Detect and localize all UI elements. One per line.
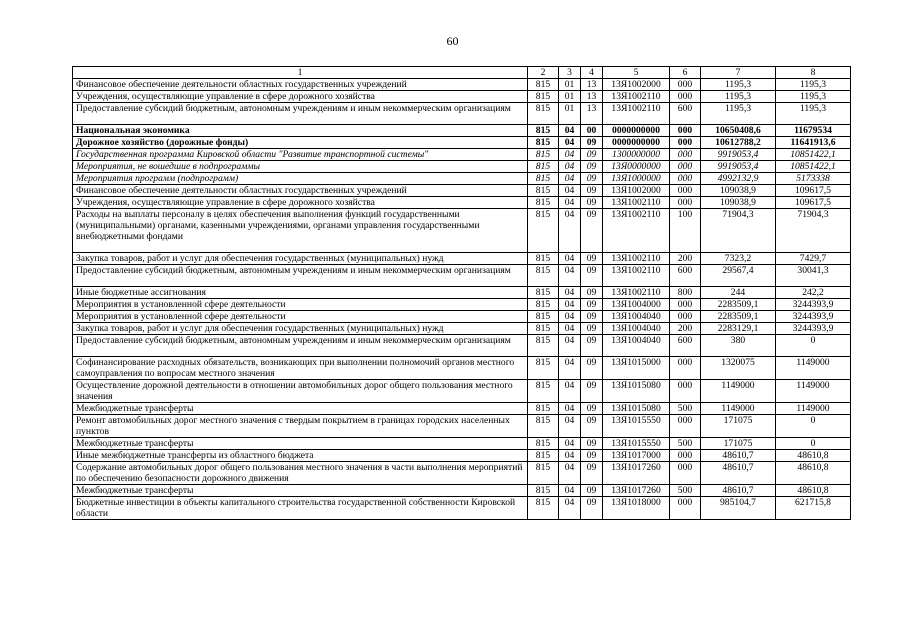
amount-year-2-cell: 242,2 xyxy=(776,287,851,299)
grbs-code-cell: 815 xyxy=(528,450,559,462)
page-number: 60 xyxy=(446,34,459,48)
subsection-code-cell: 09 xyxy=(581,149,603,161)
expense-type-code-cell: 000 xyxy=(670,462,701,485)
table-row xyxy=(73,185,851,197)
amount-year-2-cell: 11641913,6 xyxy=(776,137,851,149)
expense-type-code-cell: 000 xyxy=(670,299,701,311)
amount-year-2-cell: 1149000 xyxy=(776,357,851,380)
target-article-code-cell: 13Я1015000 xyxy=(603,357,670,380)
amount-year-2-cell: 109617,5 xyxy=(776,185,851,197)
amount-year-1-cell: 48610,7 xyxy=(701,462,776,485)
amount-year-1-cell: 2283129,1 xyxy=(701,323,776,335)
expense-name-cell: Ремонт автомобильных дорог местного значения с твердым покрытием в границах городских населенных пунктов xyxy=(73,415,528,438)
target-article-code-cell: 13Я1002110 xyxy=(603,209,670,253)
section-code-cell: 04 xyxy=(559,357,581,380)
expense-name-cell: Учреждения, осуществляющие управление в сфере дорожного хозяйства xyxy=(73,197,528,209)
target-article-code-cell: 13Я1015080 xyxy=(603,380,670,403)
column-header: 1 xyxy=(73,67,528,79)
amount-year-1-cell: 2283509,1 xyxy=(701,311,776,323)
expense-name-cell: Межбюджетные трансферты xyxy=(73,438,528,450)
expense-name-cell: Иные межбюджетные трансферты из областного бюджета xyxy=(73,450,528,462)
grbs-code-cell: 815 xyxy=(528,173,559,185)
table-row xyxy=(73,287,851,299)
amount-year-2-cell: 3244393,9 xyxy=(776,299,851,311)
expense-name-cell: Осуществление дорожной деятельности в отношении автомобильных дорог общего пользования местного значения xyxy=(73,380,528,403)
subsection-code-cell: 09 xyxy=(581,197,603,209)
subsection-code-cell: 09 xyxy=(581,185,603,197)
target-article-code-cell: 13Я1015550 xyxy=(603,415,670,438)
target-article-code-cell: 13Я1002110 xyxy=(603,265,670,287)
section-code-cell: 04 xyxy=(559,173,581,185)
expense-type-code-cell: 000 xyxy=(670,380,701,403)
target-article-code-cell: 13Я1002110 xyxy=(603,287,670,299)
table-row xyxy=(73,125,851,137)
amount-year-1-cell: 109038,9 xyxy=(701,185,776,197)
table-row xyxy=(73,462,851,485)
table-row xyxy=(73,485,851,497)
target-article-code-cell: 13Я1004040 xyxy=(603,335,670,357)
expense-name-cell: Иные бюджетные ассигнования xyxy=(73,287,528,299)
amount-year-1-cell: 1195,3 xyxy=(701,91,776,103)
grbs-code-cell: 815 xyxy=(528,197,559,209)
expense-name-cell: Межбюджетные трансферты xyxy=(73,485,528,497)
table-row xyxy=(73,403,851,415)
amount-year-2-cell: 0 xyxy=(776,415,851,438)
subsection-code-cell: 09 xyxy=(581,415,603,438)
section-code-cell: 04 xyxy=(559,323,581,335)
grbs-code-cell: 815 xyxy=(528,438,559,450)
section-code-cell: 04 xyxy=(559,137,581,149)
section-code-cell: 04 xyxy=(559,438,581,450)
section-code-cell: 04 xyxy=(559,403,581,415)
expense-name-cell: Предоставление субсидий бюджетным, автономным учреждениям и иным некоммерческим организациям xyxy=(73,103,528,125)
table-header xyxy=(73,67,851,79)
target-article-code-cell: 13Я1018000 xyxy=(603,497,670,520)
expense-type-code-cell: 000 xyxy=(670,91,701,103)
subsection-code-cell: 09 xyxy=(581,485,603,497)
amount-year-2-cell: 10851422,1 xyxy=(776,161,851,173)
grbs-code-cell: 815 xyxy=(528,79,559,91)
expense-type-code-cell: 100 xyxy=(670,209,701,253)
table-row xyxy=(73,197,851,209)
amount-year-2-cell: 1195,3 xyxy=(776,103,851,125)
expense-type-code-cell: 000 xyxy=(670,185,701,197)
subsection-code-cell: 09 xyxy=(581,335,603,357)
table-body xyxy=(73,79,851,520)
table-row xyxy=(73,265,851,287)
section-code-cell: 04 xyxy=(559,125,581,137)
amount-year-2-cell: 30041,3 xyxy=(776,265,851,287)
target-article-code-cell: 13Я1002000 xyxy=(603,79,670,91)
table-row xyxy=(73,380,851,403)
expense-type-code-cell: 600 xyxy=(670,335,701,357)
expense-name-cell: Предоставление субсидий бюджетным, автономным учреждениям и иным некоммерческим организациям xyxy=(73,335,528,357)
expense-name-cell: Закупка товаров, работ и услуг для обеспечения государственных (муниципальных) нужд xyxy=(73,253,528,265)
section-code-cell: 04 xyxy=(559,299,581,311)
table-row xyxy=(73,450,851,462)
grbs-code-cell: 815 xyxy=(528,497,559,520)
section-code-cell: 04 xyxy=(559,335,581,357)
table-row xyxy=(73,335,851,357)
amount-year-2-cell: 71904,3 xyxy=(776,209,851,253)
amount-year-1-cell: 244 xyxy=(701,287,776,299)
amount-year-1-cell: 4992132,9 xyxy=(701,173,776,185)
expense-name-cell: Содержание автомобильных дорог общего пользования местного значения в части выполнения мероприятий по обеспечению безопасности дорожного движения xyxy=(73,462,528,485)
target-article-code-cell: 13Я1002110 xyxy=(603,253,670,265)
subsection-code-cell: 09 xyxy=(581,438,603,450)
table-row xyxy=(73,209,851,253)
section-code-cell: 04 xyxy=(559,265,581,287)
amount-year-1-cell: 29567,4 xyxy=(701,265,776,287)
grbs-code-cell: 815 xyxy=(528,380,559,403)
amount-year-1-cell: 171075 xyxy=(701,415,776,438)
grbs-code-cell: 815 xyxy=(528,149,559,161)
table-row xyxy=(73,415,851,438)
target-article-code-cell: 13Я1002000 xyxy=(603,185,670,197)
expense-name-cell: Мероприятия, не вошедшие в подпрограммы xyxy=(73,161,528,173)
amount-year-1-cell: 48610,7 xyxy=(701,485,776,497)
target-article-code-cell: 13Я1004000 xyxy=(603,299,670,311)
target-article-code-cell: 13Я1000000 xyxy=(603,173,670,185)
expense-name-cell: Мероприятия программ (подпрограмм) xyxy=(73,173,528,185)
table-row xyxy=(73,79,851,91)
section-code-cell: 04 xyxy=(559,161,581,173)
section-code-cell: 04 xyxy=(559,311,581,323)
amount-year-2-cell: 1195,3 xyxy=(776,79,851,91)
target-article-code-cell: 1300000000 xyxy=(603,149,670,161)
grbs-code-cell: 815 xyxy=(528,209,559,253)
column-header: 2 xyxy=(528,67,559,79)
amount-year-2-cell: 7429,7 xyxy=(776,253,851,265)
grbs-code-cell: 815 xyxy=(528,137,559,149)
expense-type-code-cell: 600 xyxy=(670,103,701,125)
grbs-code-cell: 815 xyxy=(528,357,559,380)
table-row xyxy=(73,161,851,173)
amount-year-1-cell: 1195,3 xyxy=(701,79,776,91)
target-article-code-cell: 13Я1015080 xyxy=(603,403,670,415)
grbs-code-cell: 815 xyxy=(528,485,559,497)
subsection-code-cell: 09 xyxy=(581,209,603,253)
expense-type-code-cell: 000 xyxy=(670,149,701,161)
section-code-cell: 04 xyxy=(559,485,581,497)
grbs-code-cell: 815 xyxy=(528,161,559,173)
grbs-code-cell: 815 xyxy=(528,415,559,438)
target-article-code-cell: 13Я1017000 xyxy=(603,450,670,462)
table-row xyxy=(73,149,851,161)
expense-name-cell: Дорожное хозяйство (дорожные фонды) xyxy=(73,137,528,149)
section-code-cell: 04 xyxy=(559,197,581,209)
target-article-code-cell: 13Я1004040 xyxy=(603,311,670,323)
expense-type-code-cell: 000 xyxy=(670,161,701,173)
table-row xyxy=(73,438,851,450)
subsection-code-cell: 09 xyxy=(581,357,603,380)
subsection-code-cell: 09 xyxy=(581,323,603,335)
section-code-cell: 04 xyxy=(559,149,581,161)
table-row xyxy=(73,311,851,323)
expense-name-cell: Предоставление субсидий бюджетным, автономным учреждениям и иным некоммерческим организациям xyxy=(73,265,528,287)
section-code-cell: 04 xyxy=(559,450,581,462)
amount-year-2-cell: 1195,3 xyxy=(776,91,851,103)
section-code-cell: 01 xyxy=(559,91,581,103)
target-article-code-cell: 13Я1017260 xyxy=(603,462,670,485)
subsection-code-cell: 09 xyxy=(581,161,603,173)
amount-year-2-cell: 0 xyxy=(776,335,851,357)
grbs-code-cell: 815 xyxy=(528,185,559,197)
grbs-code-cell: 815 xyxy=(528,335,559,357)
expense-type-code-cell: 000 xyxy=(670,173,701,185)
amount-year-1-cell: 1195,3 xyxy=(701,103,776,125)
grbs-code-cell: 815 xyxy=(528,299,559,311)
amount-year-1-cell: 71904,3 xyxy=(701,209,776,253)
expense-name-cell: Учреждения, осуществляющие управление в сфере дорожного хозяйства xyxy=(73,91,528,103)
table-row xyxy=(73,103,851,125)
amount-year-1-cell: 7323,2 xyxy=(701,253,776,265)
amount-year-1-cell: 2283509,1 xyxy=(701,299,776,311)
grbs-code-cell: 815 xyxy=(528,125,559,137)
expense-type-code-cell: 000 xyxy=(670,79,701,91)
grbs-code-cell: 815 xyxy=(528,462,559,485)
expense-name-cell: Финансовое обеспечение деятельности областных государственных учреждений xyxy=(73,79,528,91)
target-article-code-cell: 13Я1002110 xyxy=(603,103,670,125)
amount-year-2-cell: 109617,5 xyxy=(776,197,851,209)
table-row xyxy=(73,357,851,380)
expense-name-cell: Закупка товаров, работ и услуг для обеспечения государственных (муниципальных) нужд xyxy=(73,323,528,335)
amount-year-2-cell: 11679534 xyxy=(776,125,851,137)
subsection-code-cell: 09 xyxy=(581,299,603,311)
subsection-code-cell: 09 xyxy=(581,311,603,323)
subsection-code-cell: 09 xyxy=(581,253,603,265)
expense-type-code-cell: 000 xyxy=(670,415,701,438)
grbs-code-cell: 815 xyxy=(528,323,559,335)
amount-year-1-cell: 48610,7 xyxy=(701,450,776,462)
amount-year-1-cell: 9919053,4 xyxy=(701,161,776,173)
expense-type-code-cell: 000 xyxy=(670,125,701,137)
section-code-cell: 04 xyxy=(559,287,581,299)
amount-year-1-cell: 109038,9 xyxy=(701,197,776,209)
column-header: 6 xyxy=(670,67,701,79)
expense-type-code-cell: 000 xyxy=(670,137,701,149)
table-row xyxy=(73,173,851,185)
expense-type-code-cell: 800 xyxy=(670,287,701,299)
target-article-code-cell: 13Я1002110 xyxy=(603,91,670,103)
amount-year-2-cell: 10851422,1 xyxy=(776,149,851,161)
budget-table xyxy=(72,66,851,520)
expense-name-cell: Софинансирование расходных обязательств, возникающих при выполнении полномочий органов местного самоуправления по вопросам местного значения xyxy=(73,357,528,380)
amount-year-2-cell: 48610,8 xyxy=(776,485,851,497)
expense-type-code-cell: 500 xyxy=(670,403,701,415)
table-row xyxy=(73,299,851,311)
target-article-code-cell: 13Я1015550 xyxy=(603,438,670,450)
expense-name-cell: Финансовое обеспечение деятельности областных государственных учреждений xyxy=(73,185,528,197)
grbs-code-cell: 815 xyxy=(528,103,559,125)
subsection-code-cell: 13 xyxy=(581,91,603,103)
amount-year-2-cell: 5173338 xyxy=(776,173,851,185)
amount-year-1-cell: 1149000 xyxy=(701,403,776,415)
section-code-cell: 04 xyxy=(559,462,581,485)
expense-name-cell: Межбюджетные трансферты xyxy=(73,403,528,415)
expense-name-cell: Бюджетные инвестиции в объекты капитального строительства государственной собственности Кировской области xyxy=(73,497,528,520)
expense-type-code-cell: 000 xyxy=(670,497,701,520)
amount-year-2-cell: 1149000 xyxy=(776,380,851,403)
expense-type-code-cell: 000 xyxy=(670,357,701,380)
expense-type-code-cell: 000 xyxy=(670,450,701,462)
subsection-code-cell: 00 xyxy=(581,125,603,137)
amount-year-1-cell: 10650408,6 xyxy=(701,125,776,137)
grbs-code-cell: 815 xyxy=(528,403,559,415)
section-code-cell: 04 xyxy=(559,253,581,265)
table-row xyxy=(73,253,851,265)
amount-year-2-cell: 48610,8 xyxy=(776,462,851,485)
subsection-code-cell: 09 xyxy=(581,380,603,403)
section-code-cell: 01 xyxy=(559,103,581,125)
amount-year-2-cell: 48610,8 xyxy=(776,450,851,462)
column-header: 4 xyxy=(581,67,603,79)
subsection-code-cell: 09 xyxy=(581,265,603,287)
section-code-cell: 04 xyxy=(559,380,581,403)
target-article-code-cell: 13Я1017260 xyxy=(603,485,670,497)
grbs-code-cell: 815 xyxy=(528,311,559,323)
expense-type-code-cell: 200 xyxy=(670,323,701,335)
grbs-code-cell: 815 xyxy=(528,287,559,299)
target-article-code-cell: 13Я1002110 xyxy=(603,197,670,209)
expense-type-code-cell: 600 xyxy=(670,265,701,287)
amount-year-1-cell: 10612788,2 xyxy=(701,137,776,149)
amount-year-2-cell: 3244393,9 xyxy=(776,311,851,323)
amount-year-2-cell: 621715,8 xyxy=(776,497,851,520)
expense-type-code-cell: 500 xyxy=(670,438,701,450)
table-row xyxy=(73,497,851,520)
subsection-code-cell: 13 xyxy=(581,103,603,125)
subsection-code-cell: 09 xyxy=(581,287,603,299)
table-row xyxy=(73,91,851,103)
section-code-cell: 04 xyxy=(559,497,581,520)
subsection-code-cell: 13 xyxy=(581,79,603,91)
target-article-code-cell: 0000000000 xyxy=(603,137,670,149)
target-article-code-cell: 13Я0000000 xyxy=(603,161,670,173)
table-row xyxy=(73,137,851,149)
section-code-cell: 04 xyxy=(559,209,581,253)
amount-year-1-cell: 9919053,4 xyxy=(701,149,776,161)
target-article-code-cell: 0000000000 xyxy=(603,125,670,137)
expense-name-cell: Национальная экономика xyxy=(73,125,528,137)
subsection-code-cell: 09 xyxy=(581,450,603,462)
section-code-cell: 04 xyxy=(559,415,581,438)
amount-year-1-cell: 985104,7 xyxy=(701,497,776,520)
expense-name-cell: Расходы на выплаты персоналу в целях обеспечения выполнения функций государственными (муниципальными) органами, казенными учреждениями, органами управления государственными внебюджетными фондами xyxy=(73,209,528,253)
expense-type-code-cell: 000 xyxy=(670,311,701,323)
grbs-code-cell: 815 xyxy=(528,253,559,265)
amount-year-1-cell: 1320075 xyxy=(701,357,776,380)
amount-year-2-cell: 1149000 xyxy=(776,403,851,415)
subsection-code-cell: 09 xyxy=(581,462,603,485)
header-row xyxy=(73,67,851,79)
amount-year-1-cell: 380 xyxy=(701,335,776,357)
column-header: 8 xyxy=(776,67,851,79)
grbs-code-cell: 815 xyxy=(528,91,559,103)
target-article-code-cell: 13Я1004040 xyxy=(603,323,670,335)
subsection-code-cell: 09 xyxy=(581,497,603,520)
amount-year-1-cell: 1149000 xyxy=(701,380,776,403)
expense-name-cell: Мероприятия в установленной сфере деятельности xyxy=(73,299,528,311)
expense-type-code-cell: 500 xyxy=(670,485,701,497)
amount-year-2-cell: 3244393,9 xyxy=(776,323,851,335)
column-header: 3 xyxy=(559,67,581,79)
expense-name-cell: Государственная программа Кировской области "Развитие транспортной системы" xyxy=(73,149,528,161)
column-header: 5 xyxy=(603,67,670,79)
expense-type-code-cell: 200 xyxy=(670,253,701,265)
expense-type-code-cell: 000 xyxy=(670,197,701,209)
amount-year-2-cell: 0 xyxy=(776,438,851,450)
subsection-code-cell: 09 xyxy=(581,137,603,149)
grbs-code-cell: 815 xyxy=(528,265,559,287)
section-code-cell: 01 xyxy=(559,79,581,91)
column-header: 7 xyxy=(701,67,776,79)
table-row xyxy=(73,323,851,335)
amount-year-1-cell: 171075 xyxy=(701,438,776,450)
subsection-code-cell: 09 xyxy=(581,173,603,185)
section-code-cell: 04 xyxy=(559,185,581,197)
expense-name-cell: Мероприятия в установленной сфере деятельности xyxy=(73,311,528,323)
subsection-code-cell: 09 xyxy=(581,403,603,415)
